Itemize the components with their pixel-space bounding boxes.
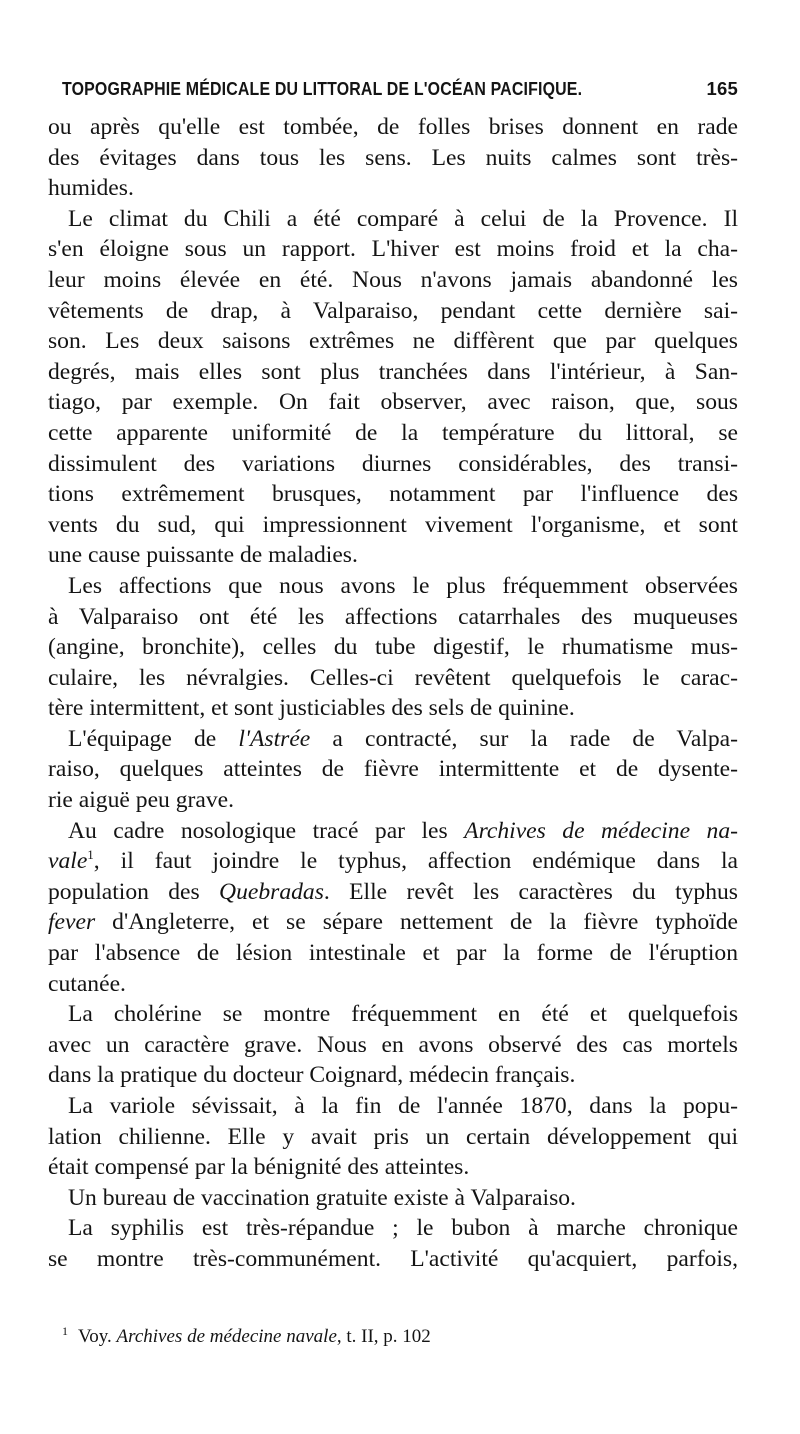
running-header (62, 78, 738, 100)
text-line (48, 1091, 738, 1122)
line-text: Le climat du Chili a été comparé à celui de la Provence. Il (68, 205, 738, 232)
footnote-prefix: Voy. (78, 1326, 117, 1347)
line-text: se montre très-communément. L'activité qu'acquiert, parfois, (48, 1245, 738, 1272)
text-line (48, 1122, 738, 1153)
italic-term: Archives de médecine na- (464, 817, 738, 844)
text-line (48, 265, 738, 296)
text-line (48, 1152, 738, 1183)
text-line (48, 693, 738, 724)
line-text: dissimulent des variations diurnes considérables, des transi- (48, 450, 738, 477)
text-line (48, 418, 738, 449)
text-line (48, 938, 738, 969)
line-text: par l'absence de lésion intestinale et par la forme de l'éruption (48, 940, 738, 967)
text-line (48, 1213, 738, 1244)
text-line (48, 204, 738, 235)
line-text: des évitages dans tous les sens. Les nuits calmes sont très- (48, 144, 738, 171)
text-line (48, 724, 738, 755)
text-line (48, 143, 738, 174)
text-line (48, 632, 738, 663)
line-text: La cholérine se montre fréquemment en été et quelquefois (68, 1001, 738, 1028)
text-line (48, 449, 738, 480)
footnote-ref: 1 (87, 847, 94, 863)
text-line (48, 663, 738, 694)
line-text: humides. (48, 175, 134, 202)
text-line (48, 1244, 738, 1275)
text-line (48, 326, 738, 357)
page-number: 165 (706, 78, 738, 99)
text-line (48, 479, 738, 510)
line-text: était compensé par la bénignité des atteintes. (48, 1154, 470, 1181)
line-text: rie aiguë peu grave. (48, 787, 235, 814)
line-text: a contracté, sur la rade de Valpa- (310, 725, 738, 752)
footnote-marker: 1 (62, 1323, 68, 1338)
italic-term: vale (48, 848, 88, 875)
line-text: (angine, bronchite), celles du tube digestif, le rhumatisme mus- (48, 634, 738, 661)
line-text: vêtements de drap, à Valparaiso, pendant cette dernière sai- (48, 297, 738, 324)
footnote (62, 1323, 431, 1348)
body-text (48, 112, 738, 1275)
line-text: , il faut joindre le typhus, affection endémique dans la (93, 848, 738, 875)
text-line (48, 846, 738, 877)
line-text: . Elle revêt les caractères du typhus (323, 878, 738, 905)
text-line (48, 785, 738, 816)
line-text: culaire, les névralgies. Celles-ci revêtent quelquefois le carac- (48, 664, 738, 691)
running-title: TOPOGRAPHIE MÉDICALE DU LITTORAL DE L'OCÉAN PACIFIQUE. (62, 78, 583, 99)
line-text: tère intermittent, et sont justiciables des sels de quinine. (48, 695, 575, 722)
line-text: leur moins élevée en été. Nous n'avons jamais abandonné les (48, 266, 738, 293)
line-text: s'en éloigne sous un rapport. L'hiver est moins froid et la cha- (48, 236, 738, 263)
line-text: tions extrêmement brusques, notamment par l'influence des (48, 481, 738, 508)
text-line (48, 999, 738, 1030)
italic-term: fever (48, 909, 96, 936)
text-line (48, 602, 738, 633)
text-line (48, 510, 738, 541)
footnote-journal-title: Archives de médecine navale (116, 1326, 337, 1347)
line-text: Les affections que nous avons le plus fréquemment observées (68, 572, 738, 599)
line-text: une cause puissante de maladies. (48, 542, 358, 569)
italic-term: Quebradas (219, 878, 324, 905)
line-text: Un bureau de vaccination gratuite existe à Valparaiso. (68, 1184, 576, 1211)
line-text: raiso, quelques atteintes de fièvre intermittente et de dysente- (48, 756, 738, 783)
line-text: ou après qu'elle est tombée, de folles brises donnent en rade (48, 114, 738, 140)
text-line (48, 1060, 738, 1091)
text-line (48, 816, 738, 847)
text-line (48, 877, 738, 908)
line-text: La syphilis est très-répandue ; le bubon à marche chronique (68, 1215, 738, 1242)
text-line (48, 754, 738, 785)
text-line (48, 296, 738, 327)
line-text: population des (48, 878, 220, 905)
line-text: d'Angleterre, et se sépare nettement de la fièvre typhoïde (95, 909, 738, 936)
line-text: La variole sévissait, à la fin de l'année 1870, dans la popu- (68, 1093, 738, 1119)
text-line (48, 1183, 738, 1214)
line-text: L'équipage de (68, 725, 239, 752)
line-text: tiago, par exemple. On fait observer, avec raison, que, sous (48, 389, 738, 416)
text-line (48, 571, 738, 602)
text-line (48, 1030, 738, 1061)
text-line (48, 387, 738, 418)
line-text: avec un caractère grave. Nous en avons observé des cas mortels (48, 1031, 738, 1058)
line-text: lation chilienne. Elle y avait pris un certain développement qui (48, 1123, 738, 1150)
line-text: son. Les deux saisons extrêmes ne diffèrent que par quelques (48, 328, 738, 355)
text-line (48, 540, 738, 571)
line-text: dans la pratique du docteur Coignard, médecin français. (48, 1062, 576, 1089)
line-text: Au cadre nosologique tracé par les (68, 817, 465, 844)
line-text: degrés, mais elles sont plus tranchées dans l'intérieur, à San- (48, 358, 738, 385)
line-text: cette apparente uniformité de la température du littoral, se (48, 419, 738, 446)
text-line (48, 357, 738, 388)
text-line (48, 173, 738, 204)
italic-term: l'Astrée (238, 725, 311, 752)
line-text: à Valparaiso ont été les affections catarrhales des muqueuses (48, 603, 738, 630)
text-line (48, 112, 738, 143)
footnote-reference: , t. II, p. 102 (336, 1326, 431, 1347)
text-line (48, 907, 738, 938)
text-line (48, 969, 738, 1000)
line-text: cutanée. (48, 970, 126, 997)
text-line (48, 234, 738, 265)
line-text: vents du sud, qui impressionnent vivement l'organisme, et sont (48, 511, 738, 538)
